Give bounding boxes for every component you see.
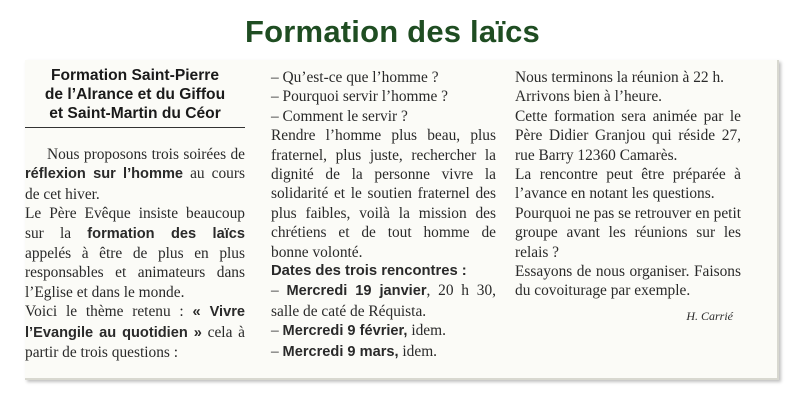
date-detail-2: idem. xyxy=(407,322,446,340)
end-time-paragraph: Nous terminons la réunion à 22 h. xyxy=(515,69,725,86)
bishop-text: Le Père Evêque insiste beaucoup sur la xyxy=(25,205,245,242)
newspaper-clipping xyxy=(25,60,779,380)
theme-text: Voici le thème retenu : xyxy=(25,303,193,321)
date-day-3: Mercredi 9 mars, xyxy=(282,343,399,360)
intro-paragraph xyxy=(25,145,245,204)
group-paragraph: Pourquoi ne pas se retrouver en petit groupe avant les réunions sur les relais ? xyxy=(515,204,741,261)
bishop-text-end: appelés à être de plus en plus responsables et animateurs dans l’Eglise et dans le monde. xyxy=(25,245,245,301)
theme-paragraph xyxy=(25,302,245,362)
intro-text: Nous proposons trois soirées de xyxy=(47,146,245,163)
date-detail-3: idem. xyxy=(398,342,438,360)
article-heading xyxy=(25,66,245,128)
question-3: – Comment le servir ? xyxy=(271,107,408,125)
question-2: – Pourquoi servir l’homme ? xyxy=(271,88,448,106)
page-title: Formation des laïcs xyxy=(245,14,540,49)
date-dash: – xyxy=(271,282,287,300)
carpool-paragraph: Essayons de nous organiser. Faisons du covoiturage par exemple. xyxy=(515,263,741,300)
intro-text-end: au cours de cet hiver. xyxy=(25,165,245,203)
column-left xyxy=(25,60,245,362)
author-signature: H. Carrié xyxy=(686,308,733,323)
theme-emphasis: « Vivre l’Evangile au quotidien » xyxy=(25,304,246,341)
preparation-paragraph: La rencontre peut être préparée à l’avance en notant les questions. xyxy=(515,166,741,203)
column-middle xyxy=(271,68,496,362)
dates-title: Dates des trois rencontres : xyxy=(271,263,467,280)
heading-line-1: Formation Saint-Pierre xyxy=(50,67,220,84)
animator-paragraph: Cette formation sera animée par le Père Didier Granjou qui réside 27, rue Barry 12360 Camarès. xyxy=(515,107,741,164)
heading-line-2: de l’Alrance et du Giffou xyxy=(44,86,226,103)
date-line-1 xyxy=(271,281,496,321)
theme-text-end: cela à partir de trois questions : xyxy=(25,323,245,362)
date-dash: – xyxy=(271,342,283,360)
question-1: – Qu’est-ce que l’homme ? xyxy=(271,69,439,86)
bishop-emphasis: formation des laïcs xyxy=(87,225,245,242)
column-right xyxy=(515,68,741,326)
date-day-2: Mercredi 9 février, xyxy=(282,323,408,340)
date-day-1: Mercredi 19 janvier xyxy=(286,283,427,300)
heading-line-3: et Saint-Martin du Céor xyxy=(49,105,221,122)
date-detail-1: , 20 h 30, salle de caté de Réquista. xyxy=(271,282,496,320)
mission-paragraph: Rendre l’homme plus beau, plus fraternel, plus juste, rechercher la dignité de la personne vivre la solidarité et le soutien fraternel des plus faibles, voilà la mission des chrétiens et de tout homme de bonne volonté. xyxy=(271,127,496,261)
arrive-paragraph: Arrivons bien à l’heure. xyxy=(515,88,663,106)
intro-emphasis: réflexion sur l’homme xyxy=(25,166,184,183)
date-line-2 xyxy=(271,321,496,341)
bishop-paragraph xyxy=(25,204,245,302)
date-line-3 xyxy=(271,342,496,362)
date-dash: – xyxy=(271,322,283,340)
